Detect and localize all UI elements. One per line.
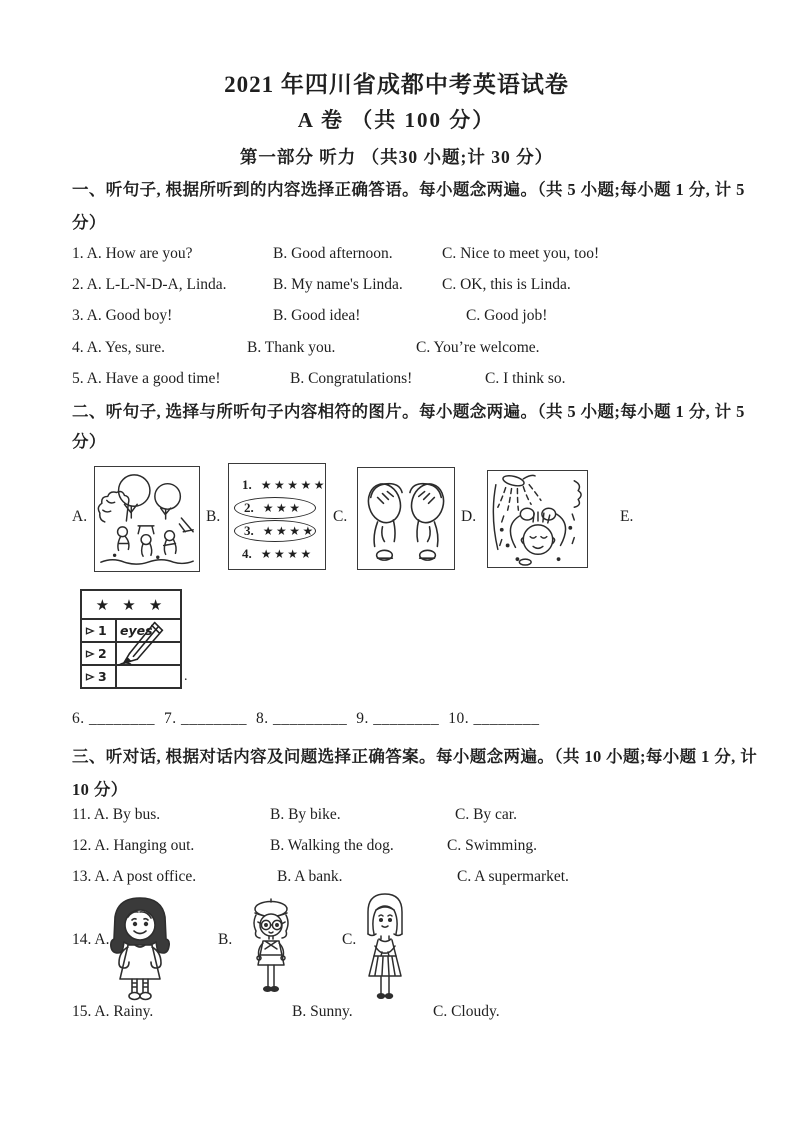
q12-option-b: B. Walking the dog. — [270, 837, 394, 854]
table-trailing-period: . — [184, 669, 188, 684]
q4-option-a: 4. A. Yes, sure. — [72, 339, 166, 356]
star-row-number: 1. — [242, 477, 252, 492]
q3-option-a: 3. A. Good boy! — [72, 307, 173, 324]
q11-option-b: B. By bike. — [270, 806, 341, 823]
star-row-stars: ★★★★ — [260, 547, 314, 561]
section3-instruction-line2: 10 分） — [72, 780, 128, 799]
blank-8: 8. _________ — [256, 710, 348, 727]
question-row-13 — [72, 868, 773, 886]
q5-option-b: B. Congratulations! — [290, 370, 413, 387]
q3-option-b: B. Good idea! — [273, 307, 361, 324]
star-table-row-value — [117, 669, 120, 684]
star-row-number: 4. — [242, 546, 252, 561]
star-list-row-2-circled — [234, 497, 316, 519]
q15-option-a: 15. A. Rainy. — [72, 1003, 154, 1020]
shower-drawing — [488, 471, 587, 567]
q2-option-c: C. OK, this is Linda. — [442, 276, 571, 293]
q1-option-a: 1. A. How are you? — [72, 245, 193, 262]
paper-a-subtitle: A 卷 （共 100 分） — [297, 108, 496, 132]
page-title: 2021 年四川省成都中考英语试卷 — [224, 72, 569, 97]
blank-7: 7. ________ — [164, 710, 247, 727]
question-row-11 — [72, 806, 773, 824]
question-row-5 — [72, 370, 773, 388]
q4-option-c: C. You’re welcome. — [416, 339, 540, 356]
blank-6: 6. ________ — [72, 710, 155, 727]
q1-option-c: C. Nice to meet you, too! — [442, 245, 600, 262]
star-table-row-number: 3 — [98, 669, 107, 684]
q13-option-a: 13. A. A post office. — [72, 868, 197, 885]
arrow-bullet-icon — [85, 649, 95, 659]
q13-option-b: B. A bank. — [277, 868, 343, 885]
star-table-header: ★ ★ ★ — [81, 590, 181, 619]
part-one-heading: 第一部分 听力 （共30 小题;计 30 分） — [239, 147, 554, 167]
picture-label-c: C. — [333, 508, 348, 525]
q2-option-b: B. My name's Linda. — [273, 276, 403, 293]
q14-label-a: 14. A. — [72, 931, 110, 948]
star-row-stars: ★★★ — [262, 501, 303, 515]
section1-instruction-line2: 分） — [72, 213, 106, 232]
picture-c-kids-bowing — [357, 467, 455, 570]
q12-option-c: C. Swimming. — [447, 837, 538, 854]
picture-label-e: E. — [620, 508, 634, 525]
question-row-15 — [72, 1003, 773, 1021]
q1-option-b: B. Good afternoon. — [273, 245, 393, 262]
star-table-row-number: 2 — [98, 646, 107, 661]
star-list-row-3-circled — [234, 520, 316, 542]
arrow-bullet-icon — [85, 626, 95, 636]
q5-option-c: C. I think so. — [485, 370, 566, 387]
section2-instruction-line2: 分） — [72, 432, 106, 451]
q14-girl-a-drawing — [102, 895, 178, 1001]
answer-blanks-row — [72, 710, 540, 728]
blank-9: 9. ________ — [356, 710, 440, 727]
q12-option-a: 12. A. Hanging out. — [72, 837, 195, 854]
blank-10: 10. ________ — [448, 710, 540, 727]
q11-option-c: C. By car. — [455, 806, 517, 823]
kids-bowing-drawing — [358, 468, 454, 569]
section1-instruction-line1: 一、听句子, 根据所听到的内容选择正确答语。每小题念两遍。（共 5 小题;每小题 1 分, 计 5 — [72, 180, 745, 199]
picture-d-kid-showering — [487, 470, 588, 568]
q14-girl-c-drawing — [358, 890, 412, 1003]
star-row-number: 2. — [244, 500, 254, 515]
q15-option-b: B. Sunny. — [292, 1003, 353, 1020]
question-row-2 — [72, 276, 773, 294]
q3-option-c: C. Good job! — [466, 307, 548, 324]
q11-option-a: 11. A. By bus. — [72, 806, 161, 823]
picture-b-star-ratings — [228, 463, 326, 570]
star-list-row-1 — [229, 474, 328, 496]
q4-option-b: B. Thank you. — [247, 339, 336, 356]
pencil-icon — [116, 608, 174, 668]
star-list-row-4 — [229, 543, 325, 565]
picture-a-park-scene — [94, 466, 200, 572]
question-row-12 — [72, 837, 773, 855]
park-scene-drawing — [95, 467, 199, 571]
picture-label-d: D. — [461, 508, 477, 525]
q13-option-c: C. A supermarket. — [457, 868, 569, 885]
q15-option-c: C. Cloudy. — [433, 1003, 500, 1020]
arrow-bullet-icon — [85, 672, 95, 682]
star-row-stars: ★★★★★ — [260, 478, 328, 492]
section3-instruction-line1: 三、听对话, 根据对话内容及问题选择正确答案。每小题念两遍。（共 10 小题;每小题 1 分, 计 — [72, 747, 758, 766]
picture-label-a: A. — [72, 508, 88, 525]
q5-option-a: 5. A. Have a good time! — [72, 370, 221, 387]
picture-label-b: B. — [206, 508, 221, 525]
question-row-1 — [72, 245, 773, 263]
question-row-4 — [72, 339, 773, 357]
q2-option-a: 2. A. L-L-N-D-A, Linda. — [72, 276, 227, 293]
q14-label-c: C. — [342, 931, 357, 948]
star-table-row-number: 1 — [98, 623, 107, 638]
q14-label-b: B. — [218, 931, 233, 948]
question-row-3 — [72, 307, 773, 325]
q14-girl-b-drawing — [244, 897, 300, 997]
star-row-stars: ★★★★ — [262, 524, 316, 538]
star-rating-list — [229, 464, 328, 565]
star-row-number: 3. — [244, 523, 254, 538]
section2-instruction-line1: 二、听句子, 选择与所听句子内容相符的图片。每小题念两遍。（共 5 小题;每小题 1 分, 计 5 — [72, 402, 745, 421]
star-table-row-value: eyes — [120, 622, 153, 638]
